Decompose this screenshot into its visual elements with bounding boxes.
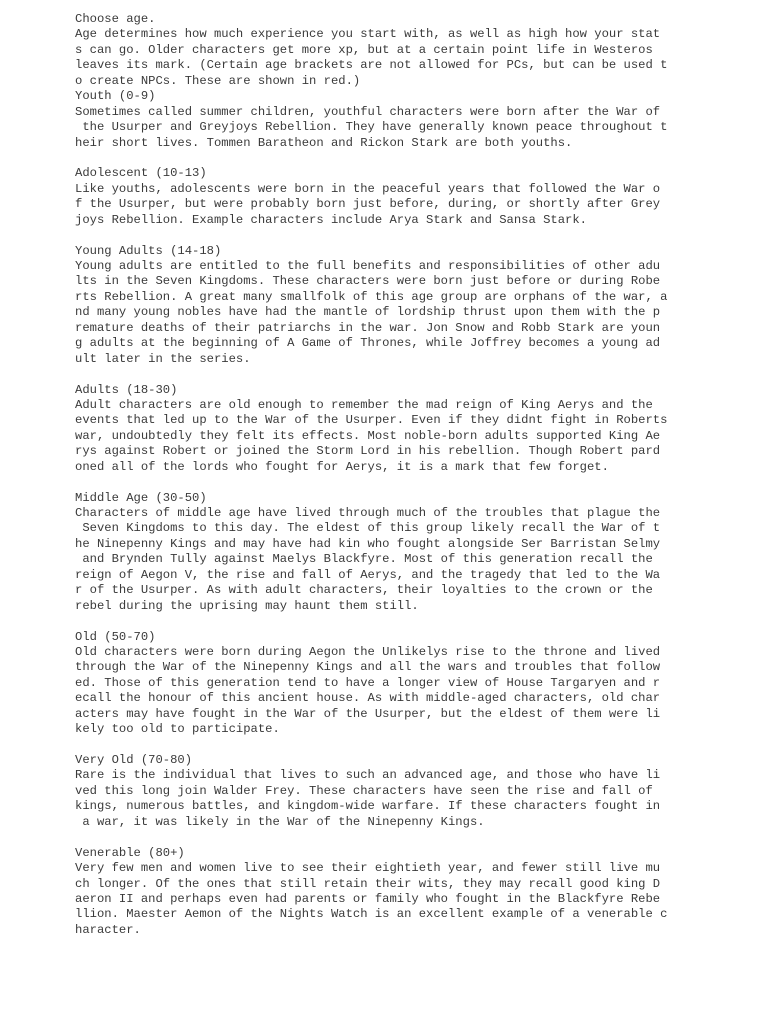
text-line: Middle Age (30-50) <box>75 490 207 505</box>
text-line <box>75 228 765 243</box>
text-line: Youth (0-9) <box>75 89 156 104</box>
text-line: he Ninepenny Kings and may have had kin who fought alongside Ser Barristan Selmy <box>75 536 661 551</box>
text-line: Like youths, adolescents were born in the peaceful years that followed the War o <box>75 181 661 196</box>
text-line <box>75 738 765 753</box>
text-line: lts in the Seven Kingdoms. These characters were born just before or during Robe <box>75 274 661 289</box>
text-line <box>75 475 765 490</box>
text-line: Seven Kingdoms to this day. The eldest of this group likely recall the War of t <box>75 521 661 536</box>
text-line: Young adults are entitled to the full benefits and responsibilities of other adu <box>75 259 661 273</box>
text-line: Age determines how much experience you start with, as well as high how your stat <box>75 27 661 42</box>
text-line: Very Old (70-80) <box>75 753 193 767</box>
text-line: Characters of middle age have lived through much of the troubles that plague the <box>75 506 661 520</box>
text-line: Very few men and women live to see their eightieth year, and fewer still live mu <box>75 861 661 876</box>
text-line: Old (50-70) <box>75 629 156 644</box>
text-line: llion. Maester Aemon of the Nights Watch is an excellent example of a venerable c <box>75 907 668 922</box>
text-line: kings, numerous battles, and kingdom-wide warfare. If these characters fought in <box>75 799 661 814</box>
text-line: ch longer. Of the ones that still retain their wits, they may recall good king D <box>75 876 661 891</box>
text-line: Sometimes called summer children, youthful characters were born after the War of <box>75 104 661 119</box>
text-line: through the War of the Ninepenny Kings and all the wars and troubles that follow <box>75 660 661 675</box>
text-line: events that led up to the War of the Usurper. Even if they didnt fight in Roberts <box>75 413 668 428</box>
text-line: Young Adults (14-18) <box>75 243 222 258</box>
text-line: and Brynden Tully against Maelys Blackfyre. Most of this generation recall the <box>75 552 653 567</box>
text-line: war, undoubtedly they felt its effects. Most noble-born adults supported King Ae <box>75 428 661 443</box>
text-line: heir short lives. Tommen Baratheon and Rickon Stark are both youths. <box>75 135 573 150</box>
text-line <box>75 614 765 629</box>
text-line: joys Rebellion. Example characters include Arya Stark and Sansa Stark. <box>75 212 587 227</box>
text-line: haracter. <box>75 922 141 937</box>
text-line: f the Usurper, but were probably born just before, during, or shortly after Grey <box>75 197 661 212</box>
text-line: ult later in the series. <box>75 351 251 366</box>
text-line: nd many young nobles have had the mantle of lordship thrust upon them with the p <box>75 305 661 320</box>
text-line: Old characters were born during Aegon the Unlikelys rise to the throne and lived <box>75 644 661 659</box>
text-line: Adults (18-30) <box>75 382 178 397</box>
text-line: ed. Those of this generation tend to have a longer view of House Targaryen and r <box>75 675 661 690</box>
text-line: acters may have fought in the War of the Usurper, but the eldest of them were li <box>75 706 661 721</box>
text-line: leaves its mark. (Certain age brackets are not allowed for PCs, but can be used t <box>75 58 668 73</box>
text-line <box>75 367 765 382</box>
text-line: aeron II and perhaps even had parents or family who fought in the Blackfyre Rebe <box>75 891 661 906</box>
text-line: Adult characters are old enough to remember the mad reign of King Aerys and the <box>75 397 653 412</box>
text-line: r of the Usurper. As with adult characters, their loyalties to the crown or the <box>75 583 653 598</box>
text-line: o create NPCs. These are shown in red.) <box>75 73 361 88</box>
text-line: remature deaths of their patriarchs in the war. Jon Snow and Robb Stark are youn <box>75 320 661 335</box>
text-line: Venerable (80+) <box>75 845 185 860</box>
text-line: rts Rebellion. A great many smallfolk of this age group are orphans of the war, a <box>75 289 668 304</box>
text-line: a war, it was likely in the War of the Ninepenny Kings. <box>75 814 485 829</box>
text-line: oned all of the lords who fought for Aerys, it is a mark that few forget. <box>75 459 609 474</box>
text-line: g adults at the beginning of A Game of Thrones, while Joffrey becomes a young ad <box>75 336 661 351</box>
document-body <box>75 12 765 938</box>
text-line: Rare is the individual that lives to such an advanced age, and those who have li <box>75 768 661 783</box>
text-line: kely too old to participate. <box>75 722 280 737</box>
text-line: s can go. Older characters get more xp, but at a certain point life in Westeros <box>75 42 653 57</box>
text-line <box>75 151 765 166</box>
text-line: Choose age. <box>75 12 156 26</box>
text-line: reign of Aegon V, the rise and fall of Aerys, and the tragedy that led to the Wa <box>75 567 661 582</box>
text-line: ved this long join Walder Frey. These characters have seen the rise and fall of <box>75 783 653 798</box>
text-line: Adolescent (10-13) <box>75 166 207 181</box>
text-line <box>75 830 765 845</box>
text-line: ecall the honour of this ancient house. As with middle-aged characters, old char <box>75 691 661 706</box>
text-line: the Usurper and Greyjoys Rebellion. They have generally known peace throughout t <box>75 120 668 135</box>
text-line: rys against Robert or joined the Storm Lord in his rebellion. Though Robert pard <box>75 444 661 459</box>
text-line: rebel during the uprising may haunt them still. <box>75 598 419 613</box>
